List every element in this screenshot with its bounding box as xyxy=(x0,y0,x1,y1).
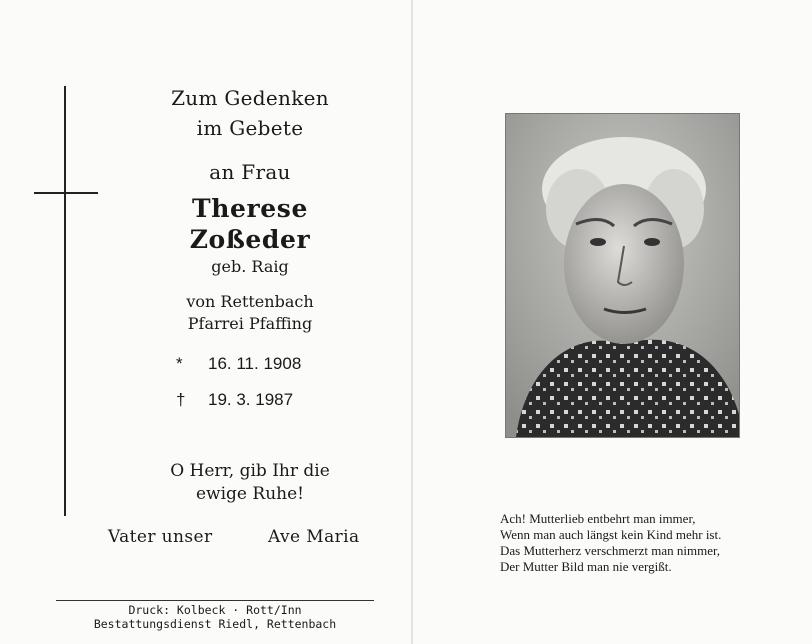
last-name: Zoßeder xyxy=(189,225,311,254)
first-name: Therese xyxy=(192,194,308,223)
prayer-our-father: Vater unser xyxy=(108,527,213,547)
salutation: an Frau xyxy=(209,160,291,184)
death-date: 19. 3. 1987 xyxy=(208,390,294,409)
birth-date: 16. 11. 1908 xyxy=(208,354,302,373)
cross-icon xyxy=(34,192,98,194)
death-symbol: † xyxy=(176,390,186,409)
blessing-line1: O Herr, gib Ihr die xyxy=(170,461,330,481)
prayer-hail-mary: Ave Maria xyxy=(268,527,360,547)
verse-line: Das Mutterherz verschmerzt man nimmer, xyxy=(500,543,721,558)
maiden-name: geb. Raig xyxy=(211,257,289,276)
origin-line2: Pfarrei Pfaffing xyxy=(187,314,313,333)
portrait-photo-icon xyxy=(505,113,740,438)
verse-line: Wenn man auch längst kein Kind mehr ist. xyxy=(500,527,722,542)
heading-line2: im Gebete xyxy=(196,116,304,140)
verse-line: Der Mutter Bild man nie vergißt. xyxy=(500,559,672,574)
blessing-line2: ewige Ruhe! xyxy=(196,484,304,504)
printer-line1: Druck: Kolbeck · Rott/Inn xyxy=(128,603,302,617)
birth-symbol: * xyxy=(176,354,183,373)
origin-line1: von Rettenbach xyxy=(186,292,314,311)
printer-line2: Bestattungsdienst Riedl, Rettenbach xyxy=(93,617,337,631)
heading-line1: Zum Gedenken xyxy=(171,86,329,110)
verse-line: Ach! Mutterlieb entbehrt man immer, xyxy=(500,511,696,526)
cross-icon-vertical xyxy=(64,86,66,516)
footer-divider xyxy=(56,600,374,601)
